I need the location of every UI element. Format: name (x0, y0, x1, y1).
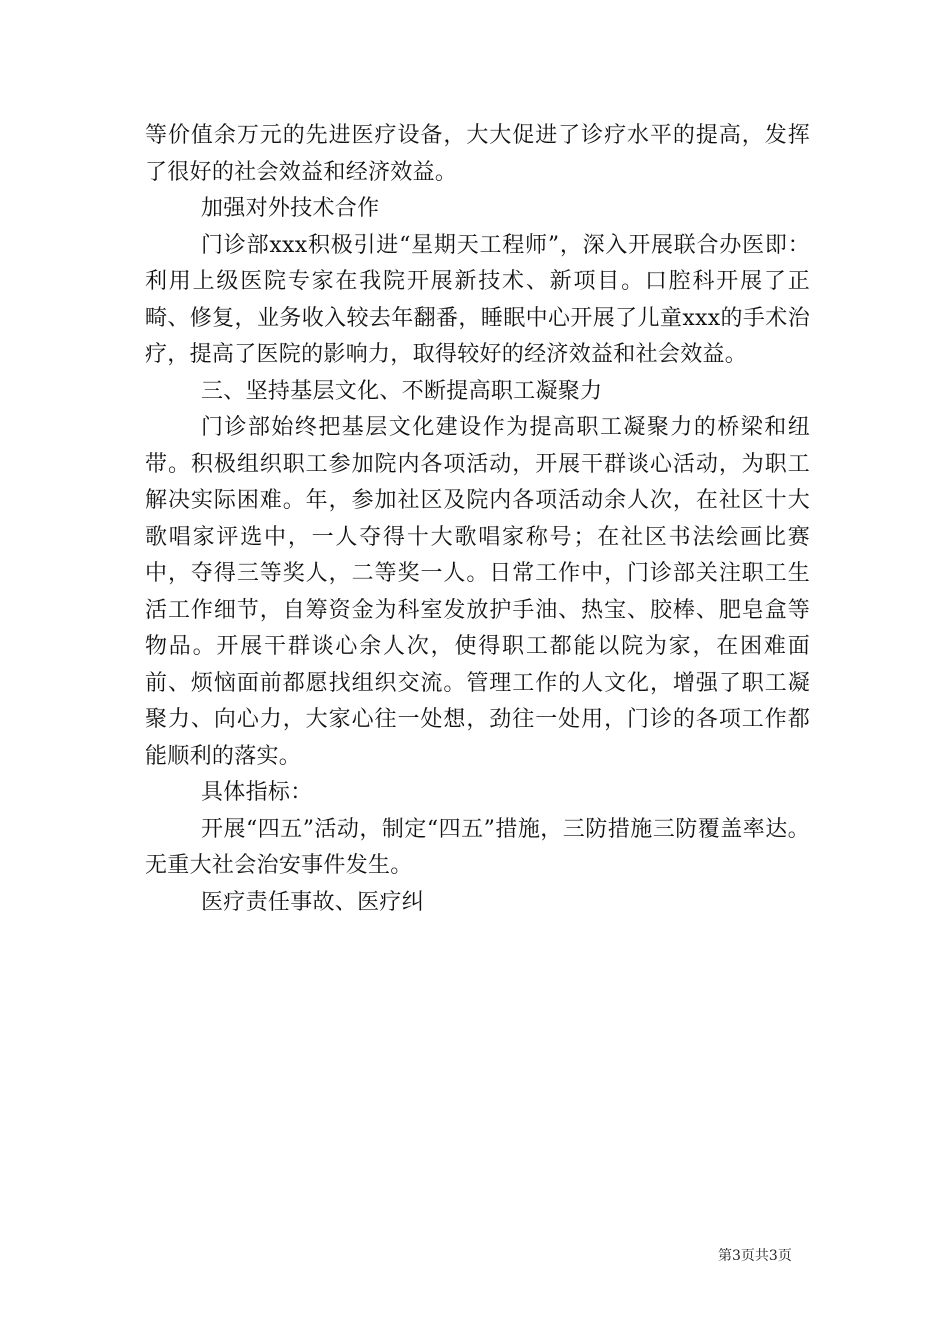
heading-indicators: 具体指标： (201, 780, 313, 805)
document-body (145, 118, 810, 921)
paragraph-cooperation: 门诊部xxx积极引进“星期天工程师”，深入开展联合办医即：利用上级医院专家在我院开展新技术、新项目。口腔科开展了正畸、修复，业务收入较去年翻番，睡眠中心开展了儿童xxx的手术治疗，提高了医院的影响力，取得较好的经济效益和社会效益。 (145, 232, 810, 367)
heading-external-cooperation: 加强对外技术合作 (201, 196, 380, 221)
heading-culture: 三、坚持基层文化、不断提高职工凝聚力 (201, 378, 603, 404)
paragraph-indicators: 开展“四五”活动，制定“四五”措施，三防措施三防覆盖率达。无重大社会治安事件发生。 (145, 816, 810, 878)
paragraph-equipment: 等价值余万元的先进医疗设备，大大促进了诊疗水平的提高，发挥了很好的社会效益和经济效益。 (145, 123, 810, 185)
paragraph-culture: 门诊部始终把基层文化建设作为提高职工凝聚力的桥梁和纽带。积极组织职工参加院内各项活动，开展干群谈心活动，为职工解决实际困难。年，参加社区及院内各项活动余人次，在社区十大歌唱家评选中，一人夺得十大歌唱家称号；在社区书法绘画比赛中，夺得三等奖人，二等奖一人。日常工作中，门诊部关注职工生活工作细节，自筹资金为科室发放护手油、热宝、胶棒、肥皂盒等物品。开展干群谈心余人次，使得职工都能以院为家，在困难面前、烦恼面前都愿找组织交流。管理工作的人文化，增强了职工凝聚力、向心力，大家心往一处想，劲往一处用，门诊的各项工作都能顺利的落实。 (145, 415, 810, 769)
paragraph-medical-incidents: 医疗责任事故、医疗纠 (201, 889, 425, 915)
page-number-footer: 第3页共3页 (718, 1248, 792, 1264)
